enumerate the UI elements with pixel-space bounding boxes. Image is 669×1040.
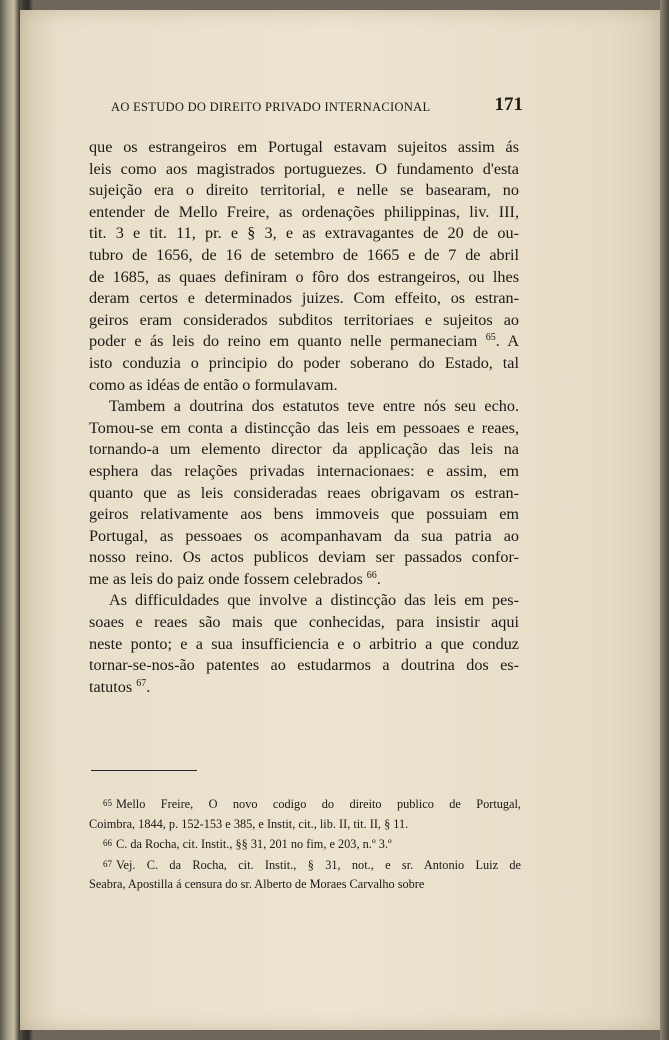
text-line: geiros eram considerados subditos territoriaes e sujeitos ao bbox=[89, 310, 519, 329]
text-line: entender de Mello Freire, as ordenações philippinas, liv. III, bbox=[89, 202, 519, 221]
text-line: leis como aos magistrados portuguezes. O fundamento d'esta bbox=[89, 159, 519, 178]
text-line-with-note bbox=[89, 331, 519, 353]
footnote-line: Seabra, Apostilla á censura do sr. Alberto de Moraes Carvalho sobre bbox=[89, 877, 425, 891]
text-line: esphera das relações privadas internacionaes: e assim, em bbox=[89, 461, 519, 480]
text-line: geiros relativamente aos bens immoveis que possuiam em bbox=[89, 505, 519, 524]
footnote-mark: 67 bbox=[103, 858, 112, 869]
footnote-66 bbox=[89, 834, 521, 855]
footnote-line bbox=[89, 855, 521, 876]
text-line: neste ponto; e a sua insufficiencia e o arbitrio a que conduz bbox=[89, 634, 519, 653]
paragraph-2 bbox=[89, 396, 519, 590]
footnotes bbox=[89, 794, 521, 895]
text-line: isto conduzia o principio do poder soberano do Estado, tal bbox=[89, 353, 519, 372]
footnote-reference: 65 bbox=[485, 332, 496, 344]
text-line: de 1685, as quaes definiram o fôro dos estrangeiros, ou lhes bbox=[89, 267, 519, 286]
text-line: Tomou-se em conta a distincção das leis em pessoaes e reaes, bbox=[89, 418, 519, 437]
text-line: soaes e reaes são mais que conhecidas, para insistir aqui bbox=[89, 613, 519, 632]
text-line: que os estrangeiros em Portugal estavam sujeitos assim ás bbox=[89, 138, 519, 156]
text-line: deram certos e determinados juizes. Com effeito, os estran- bbox=[89, 289, 519, 308]
text-line: sujeição era o direito territorial, e nelle se basearam, no bbox=[89, 181, 519, 200]
text-line-with-note bbox=[89, 569, 519, 591]
footnote-text: C. da Rocha, cit. Instit., §§ 31, 201 no fim, e 203, n.º 3.º bbox=[116, 837, 392, 851]
book-spine-edge bbox=[0, 0, 20, 1040]
running-title: AO ESTUDO DO DIREITO PRIVADO INTERNACIONAL bbox=[111, 100, 431, 114]
text-line: tit. 3 e tit. 11, pr. e § 3, e as extravagantes de 20 de ou- bbox=[89, 224, 519, 243]
page-number: 171 bbox=[494, 94, 523, 115]
footnote-mark: 65 bbox=[103, 798, 112, 808]
text-line: tornar-se-nos-ão patentes ao estudarmos a doutrina dos es- bbox=[89, 656, 519, 675]
text-line: tornando-a um elemento director da applicação das leis na bbox=[89, 440, 519, 459]
footnote-reference: 66 bbox=[366, 569, 377, 581]
text-line: Tambem a doutrina dos estatutos teve entre nós seu echo. bbox=[109, 397, 519, 416]
paragraph-3 bbox=[89, 590, 519, 698]
footnote-text: Mello Freire, O novo codigo do direito publico de Portugal, bbox=[116, 797, 521, 811]
text-fragment: tatutos bbox=[89, 677, 133, 696]
footnote-line: Coimbra, 1844, p. 152-153 e 385, e Instit, cit., lib. II, tit. II, § 11. bbox=[89, 816, 409, 831]
paragraph-1 bbox=[89, 137, 519, 396]
footnote-mark: 66 bbox=[103, 838, 112, 848]
running-header bbox=[99, 90, 523, 120]
footnote-line bbox=[89, 794, 521, 815]
text-fragment: poder e ás leis do reino em quanto nelle permaneciam bbox=[89, 332, 478, 351]
text-line: quanto que as leis consideradas reaes obrigavam os estran- bbox=[89, 483, 519, 502]
text-fragment: . bbox=[376, 569, 381, 588]
body-text bbox=[89, 137, 519, 698]
footnote-65 bbox=[89, 794, 521, 834]
footnote-reference: 67 bbox=[136, 677, 147, 689]
text-line: tubro de 1656, de 16 de setembro de 1665 e de 7 de abril bbox=[89, 245, 519, 264]
footnote-text: Vej. C. da Rocha, cit. Instit., § 31, not., e sr. Antonio Luiz de bbox=[116, 857, 521, 872]
text-fragment: me as leis do paiz onde fossem celebrados bbox=[89, 569, 363, 588]
text-line: como as idéas de então o formulavam. bbox=[89, 375, 338, 394]
footnote-separator bbox=[91, 770, 197, 771]
text-line: As difficuldades que involve a distincção das leis em pes- bbox=[109, 591, 519, 610]
footnote-line bbox=[89, 834, 521, 855]
text-line-with-note bbox=[89, 677, 519, 699]
text-fragment: . bbox=[146, 677, 151, 696]
text-line: nosso reino. Os actos publicos deviam ser passados confor- bbox=[89, 548, 519, 567]
text-line: Portugal, as pessoaes os acompanhavam da sua patria ao bbox=[89, 526, 519, 545]
right-shadow-edge bbox=[660, 0, 669, 1040]
footnote-67 bbox=[89, 855, 521, 895]
text-fragment: . A bbox=[495, 332, 520, 351]
